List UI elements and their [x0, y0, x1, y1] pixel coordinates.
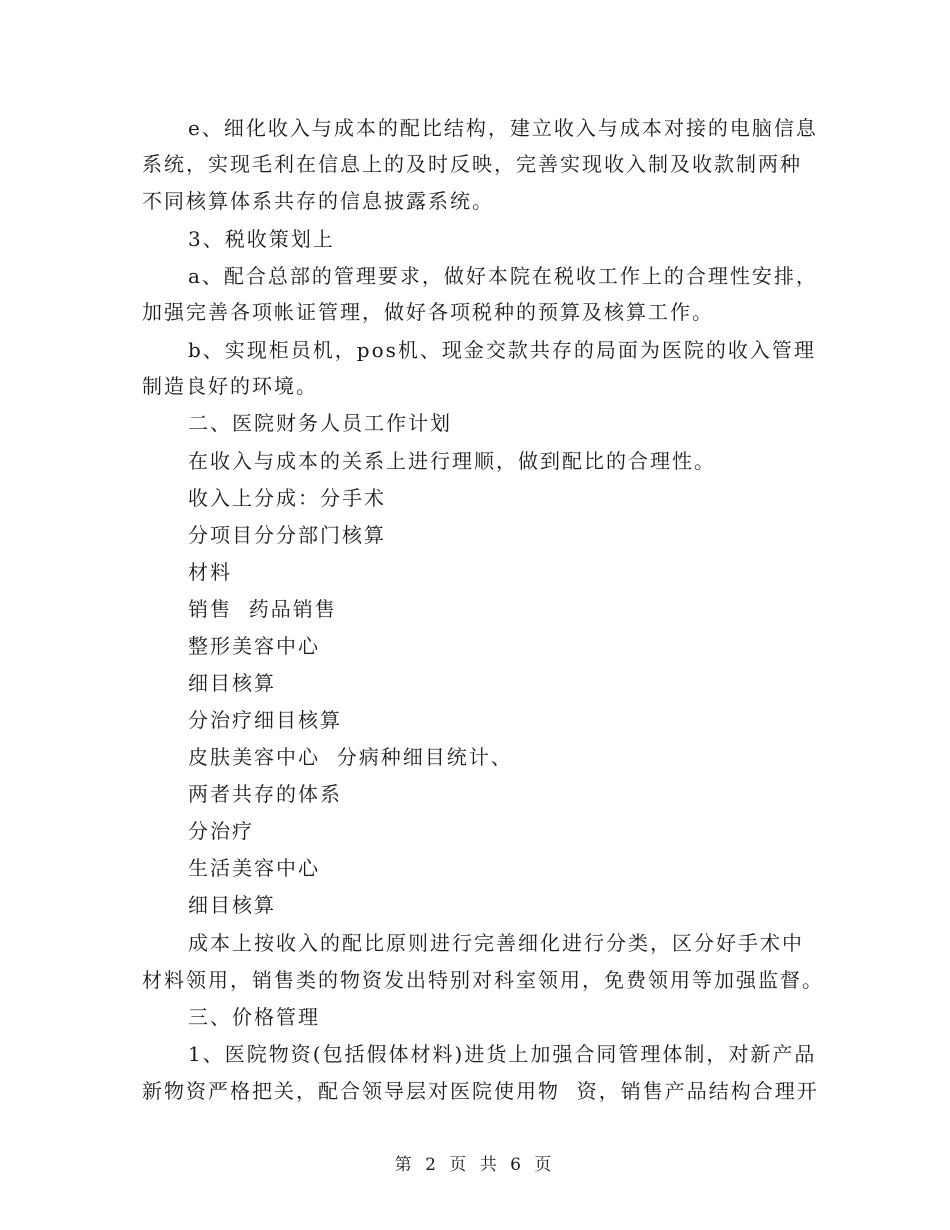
- paragraph-line: 不同核算体系共存的信息披露系统。: [142, 189, 494, 213]
- list-item: 细目核算: [188, 671, 276, 695]
- list-item: 整形美容中心: [188, 634, 320, 658]
- list-item: 分治疗: [188, 819, 254, 843]
- list-item: 材料: [188, 560, 232, 584]
- paragraph-line: a、配合总部的管理要求，做好本院在税收工作上的合理性安排，: [188, 264, 818, 288]
- paragraph-line: 1、医院物资(包括假体材料)进货上加强合同管理体制，对新产品: [188, 1042, 817, 1066]
- section-heading: 二、医院财务人员工作计划: [188, 411, 452, 435]
- list-item: 销售 药品销售: [188, 597, 337, 621]
- list-item: 两者共存的体系: [188, 782, 342, 806]
- paragraph-line: 新物资严格把关，配合领导层对医院使用物 资，销售产品结构合理开: [142, 1079, 819, 1103]
- paragraph-line: b、实现柜员机，pos机、现金交款共存的局面为医院的收入管理: [188, 338, 816, 362]
- section-heading: 三、价格管理: [188, 1005, 320, 1029]
- paragraph-line: 制造良好的环境。: [142, 374, 318, 398]
- list-item: 分项目分分部门核算: [188, 523, 386, 547]
- list-item: 分治疗细目核算: [188, 708, 342, 732]
- section-heading: 3、税收策划上: [188, 227, 335, 251]
- paragraph-line: 系统，实现毛利在信息上的及时反映，完善实现收入制及收款制两种: [142, 152, 802, 176]
- paragraph-line: 在收入与成本的关系上进行理顺，做到配比的合理性。: [188, 449, 716, 473]
- list-item: 生活美容中心: [188, 856, 320, 880]
- list-item: 细目核算: [188, 893, 276, 917]
- list-item: 皮肤美容中心 分病种细目统计、: [188, 745, 513, 769]
- page-footer: 第 2 页 共 6 页: [394, 1155, 556, 1175]
- paragraph-line: 成本上按收入的配比原则进行完善细化进行分类，区分好手术中: [188, 931, 804, 955]
- paragraph-line: e、细化收入与成本的配比结构，建立收入与成本对接的电脑信息: [188, 116, 818, 140]
- paragraph-line: 加强完善各项帐证管理，做好各项税种的预算及核算工作。: [142, 300, 714, 324]
- list-item: 收入上分成：分手术: [188, 486, 386, 510]
- paragraph-line: 材料领用，销售类的物资发出特别对科室领用，免费领用等加强监督。: [142, 968, 824, 992]
